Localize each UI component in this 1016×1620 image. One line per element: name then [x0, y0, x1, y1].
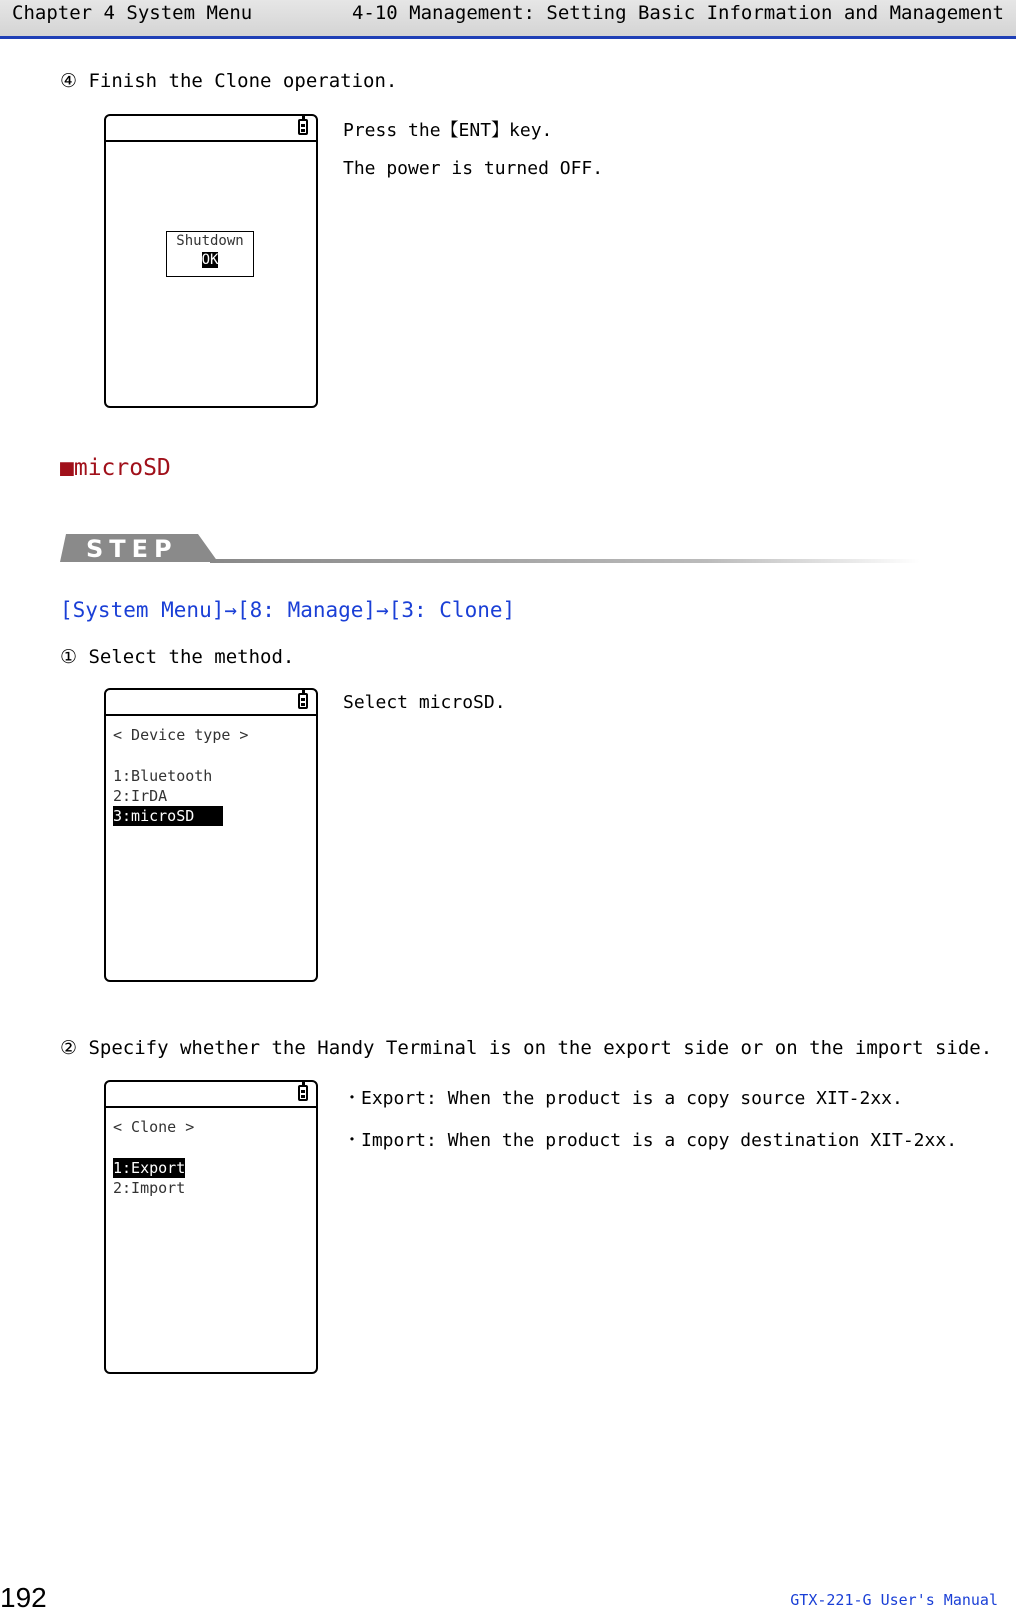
- step4-desc-1: Press the【ENT】key.: [343, 120, 553, 141]
- battery-icon: [298, 693, 308, 709]
- device-screen-shutdown: [104, 114, 318, 408]
- page-header: [0, 0, 1016, 39]
- menu-item-bluetooth[interactable]: 1:Bluetooth: [113, 767, 213, 785]
- step2-desc-import: ・Import: When the product is a copy destination XIT-2xx.: [343, 1130, 958, 1151]
- step2-desc-export: ・Export: When the product is a copy source XIT-2xx.: [343, 1088, 903, 1109]
- step-banner: [60, 534, 920, 566]
- step1-desc: Select microSD.: [343, 692, 506, 713]
- screen-status-bar: [106, 1082, 316, 1108]
- step4-title: ④ Finish the Clone operation.: [60, 70, 398, 92]
- menu-item-irda[interactable]: 2:IrDA: [113, 787, 168, 805]
- device-type-heading: < Device type >: [113, 726, 249, 744]
- shutdown-dialog: [166, 231, 254, 277]
- screen-status-bar: [106, 690, 316, 716]
- battery-icon: [298, 119, 308, 135]
- step4-desc-2: The power is turned OFF.: [343, 158, 604, 179]
- breadcrumb: [System Menu]→[8: Manage]→[3: Clone]: [60, 598, 516, 622]
- manual-title: GTX-221-G User's Manual: [790, 1591, 998, 1609]
- step2-title: ② Specify whether the Handy Terminal is on the export side or on the import side.: [60, 1037, 993, 1059]
- screen-status-bar: [106, 116, 316, 142]
- chapter-title: Chapter 4 System Menu: [12, 2, 253, 24]
- dialog-title: Shutdown: [176, 233, 244, 249]
- ok-button[interactable]: OK: [201, 252, 219, 268]
- menu-item-export-selected[interactable]: 1:Export: [113, 1159, 186, 1177]
- step1-title: ① Select the method.: [60, 646, 295, 668]
- battery-icon: [298, 1085, 308, 1101]
- step-banner-label: STEP: [86, 535, 178, 563]
- page-number: 192: [0, 1582, 47, 1613]
- device-screen-device-type: [104, 688, 318, 982]
- clone-heading: < Clone >: [113, 1118, 195, 1136]
- section-title: 4-10 Management: Setting Basic Information and Management: [351, 2, 1004, 24]
- menu-item-import[interactable]: 2:Import: [113, 1179, 186, 1197]
- step-banner-graphic: [60, 534, 920, 566]
- menu-item-microsd-selected[interactable]: 3:microSD: [113, 806, 223, 826]
- section-heading: ■microSD: [60, 455, 171, 481]
- device-screen-clone: [104, 1080, 318, 1374]
